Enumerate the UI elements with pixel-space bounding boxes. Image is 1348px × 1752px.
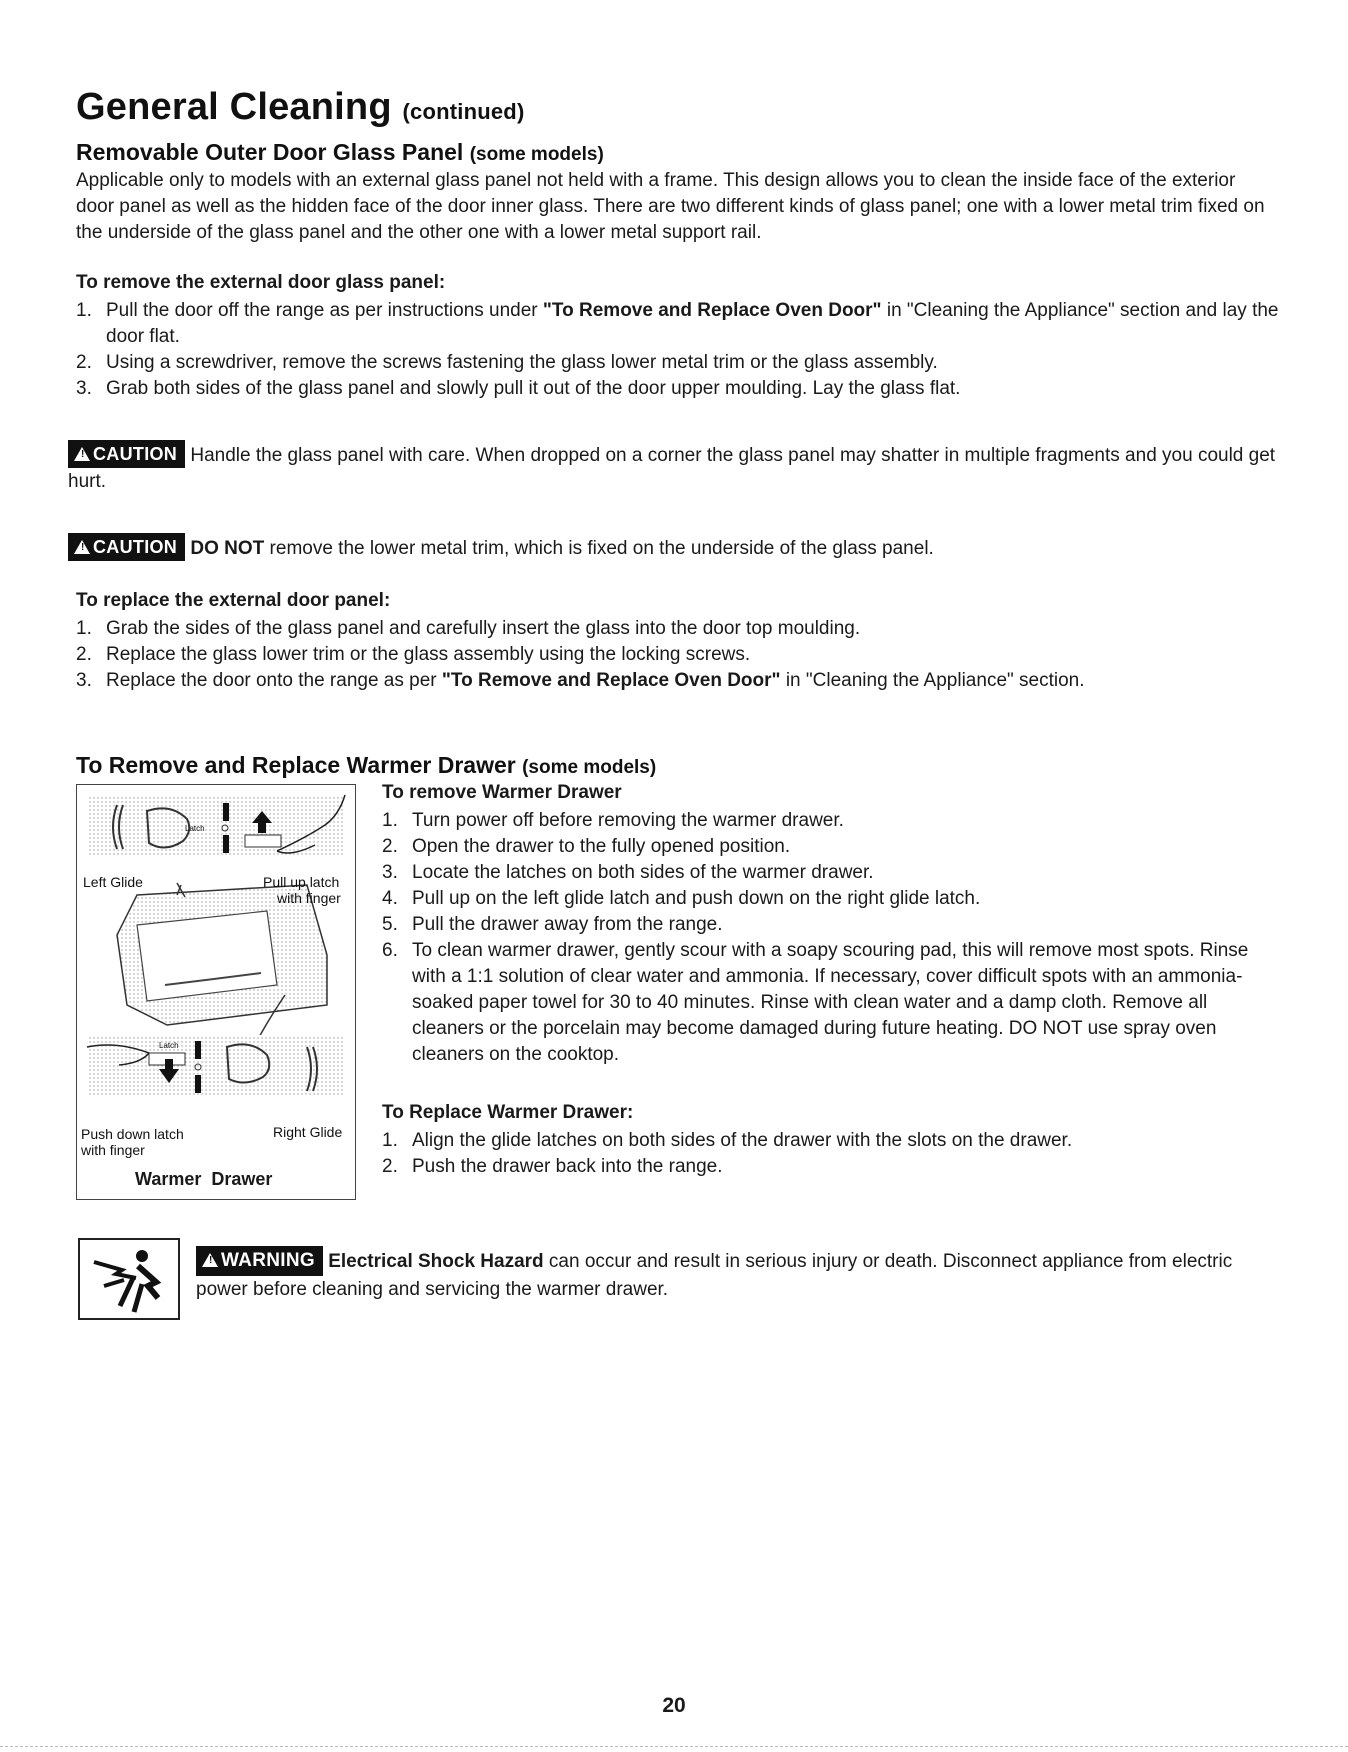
latch-stop-mark (195, 1075, 201, 1093)
right-glide-label: Right Glide (273, 1124, 343, 1140)
step-text: Turn power off before removing the warmer drawer. (412, 810, 844, 831)
step-number: 3. (76, 670, 92, 691)
step-text-after: in "Cleaning the Appliance" section. (780, 670, 1085, 691)
upper-latch-tag-label: Latch (185, 824, 205, 833)
upper-glide-rail (87, 797, 345, 857)
step-number: 5. (382, 914, 398, 935)
step-text: Open the drawer to the fully opened position. (412, 836, 791, 857)
replace-drawer-steps (382, 1128, 1278, 1180)
page-title-text: General Cleaning (76, 86, 392, 128)
latch-stop-mark (223, 803, 229, 821)
drawer-section-heading-text: To Remove and Replace Warmer Drawer (76, 752, 516, 778)
step-text: Locate the latches on both sides of the warmer drawer. (412, 862, 874, 883)
step-number: 2. (76, 352, 92, 373)
step-text: Pull up on the left glide latch and push down on the right glide latch. (412, 888, 981, 909)
step-number: 1. (76, 618, 92, 639)
list-item (382, 886, 1278, 912)
replace-glass-heading: To replace the external door panel: (76, 590, 391, 611)
list-item (76, 642, 1286, 668)
step-number: 1. (76, 300, 92, 321)
step-number: 2. (76, 644, 92, 665)
remove-drawer-heading: To remove Warmer Drawer (382, 782, 622, 803)
caution-badge-label: CAUTION (93, 537, 178, 557)
figure-caption: Warmer Drawer (135, 1169, 273, 1189)
step-text: To clean warmer drawer, gently scour with a soapy scouring pad, this will remove most spots. Rinse with a 1:1 solution of clear water and ammonia. If necessary, cover difficult spots with an ammonia-soaked paper towel for 30 to 40 minutes. Rinse with clean water and a damp cloth. Remove all cleaners or the porcelain may become damaged during future heating. DO NOT use spray oven cleaners on the cooktop. (412, 940, 1249, 1065)
list-item (382, 834, 1278, 860)
step-text: Pull the drawer away from the range. (412, 914, 723, 935)
step-bold-text: "To Remove and Replace Oven Door" (441, 670, 781, 691)
electrical-shock-icon (78, 1238, 180, 1320)
caution-1 (68, 440, 1280, 495)
pull-up-latch-label: Pull up latch (263, 874, 340, 890)
caution-1-text: Handle the glass panel with care. When dropped on a corner the glass panel may shatter in multiple fragments and you could get hurt. (68, 445, 1276, 492)
step-number: 4. (382, 888, 398, 909)
step-text: Using a screwdriver, remove the screws fastening the glass lower metal trim or the glass assembly. (106, 352, 938, 373)
page-title-suffix: (continued) (402, 99, 525, 124)
step-number: 2. (382, 1156, 398, 1177)
step-text: Replace the door onto the range as per (106, 670, 442, 691)
list-item (382, 1154, 1278, 1180)
list-item (76, 298, 1286, 350)
pull-up-latch-label-2: with finger (277, 890, 341, 906)
left-glide-label: Left Glide (83, 874, 143, 890)
electrical-shock-icon-art (80, 1240, 178, 1318)
step-number: 2. (382, 836, 398, 857)
step-number: 3. (382, 862, 398, 883)
list-item (382, 938, 1278, 1068)
latch-stop-mark (195, 1041, 201, 1059)
list-item (76, 616, 1286, 642)
caution-2 (68, 533, 1280, 562)
replace-glass-steps (76, 616, 1286, 694)
caution-badge (68, 533, 185, 561)
list-item (76, 376, 1286, 402)
caution-badge-label: CAUTION (93, 444, 178, 464)
step-text-after: in "Cleaning the Appliance" section and lay the door flat. (106, 300, 1279, 347)
bottom-rule (0, 1746, 1348, 1747)
drawer-front (137, 911, 277, 1001)
warning-triangle-icon: ! (74, 447, 90, 461)
glass-section-heading-text: Removable Outer Door Glass Panel (76, 139, 464, 165)
step-number: 1. (382, 810, 398, 831)
latch-stop-mark (223, 835, 229, 853)
step-text: Align the glide latches on both sides of the drawer with the slots on the drawer. (412, 1130, 1073, 1151)
drawer-section-heading (76, 752, 656, 779)
list-item (76, 668, 1286, 694)
step-number: 1. (382, 1130, 398, 1151)
lower-latch-tag-label: Latch (159, 1041, 179, 1050)
step-number: 6. (382, 940, 398, 961)
step-text: Grab the sides of the glass panel and carefully insert the glass into the door top moulding. (106, 618, 861, 639)
warning-bold-text: Electrical Shock Hazard (328, 1251, 544, 1272)
push-down-latch-label: Push down latch (81, 1126, 184, 1142)
remove-drawer-steps (382, 808, 1278, 1068)
warning-triangle-icon: ! (74, 540, 90, 554)
warning-badge-label: WARNING (221, 1250, 315, 1271)
step-number: 3. (76, 378, 92, 399)
warning-badge (196, 1246, 323, 1276)
list-item (382, 912, 1278, 938)
latch-tag (245, 835, 281, 847)
list-item (382, 808, 1278, 834)
list-item (382, 860, 1278, 886)
step-text: Pull the door off the range as per instructions under (106, 300, 543, 321)
step-bold-text: "To Remove and Replace Oven Door" (542, 300, 882, 321)
glass-section-heading-suffix: (some models) (469, 144, 604, 165)
step-text: Replace the glass lower trim or the glass assembly using the locking screws. (106, 644, 751, 665)
list-item (382, 1128, 1278, 1154)
replace-drawer-heading: To Replace Warmer Drawer: (382, 1102, 634, 1123)
caution-badge (68, 440, 185, 468)
lower-glide-rail (87, 1035, 345, 1095)
drawer-section-heading-suffix: (some models) (522, 757, 657, 778)
remove-glass-steps (76, 298, 1286, 402)
list-item (76, 350, 1286, 376)
warning-message (196, 1246, 1256, 1304)
page-number: 20 (662, 1694, 686, 1717)
remove-glass-heading: To remove the external door glass panel: (76, 272, 446, 293)
warning-triangle-icon: ! (202, 1253, 218, 1267)
warning-text: can occur and result in serious injury or death. Disconnect appliance from electric power before cleaning and servicing the warmer drawer. (196, 1251, 1233, 1300)
step-text: Grab both sides of the glass panel and slowly pull it out of the door upper moulding. Lay the glass flat. (106, 378, 961, 399)
caution-2-bold: DO NOT (190, 538, 265, 559)
glass-section-heading (76, 139, 604, 166)
glass-intro-paragraph: Applicable only to models with an external glass panel not held with a frame. This design allows you to clean the inside face of the exterior door panel as well as the hidden face of the door inner glass. There are two different kinds of glass panel; one with a lower metal trim fixed on the underside of the glass panel and the other one with a lower metal support rail. (76, 170, 1265, 243)
warmer-drawer-figure (76, 784, 356, 1200)
step-text: Push the drawer back into the range. (412, 1156, 723, 1177)
caution-2-text: remove the lower metal trim, which is fixed on the underside of the glass panel. (264, 538, 934, 559)
page-title (76, 86, 524, 129)
push-down-latch-label-2: with finger (81, 1142, 145, 1158)
